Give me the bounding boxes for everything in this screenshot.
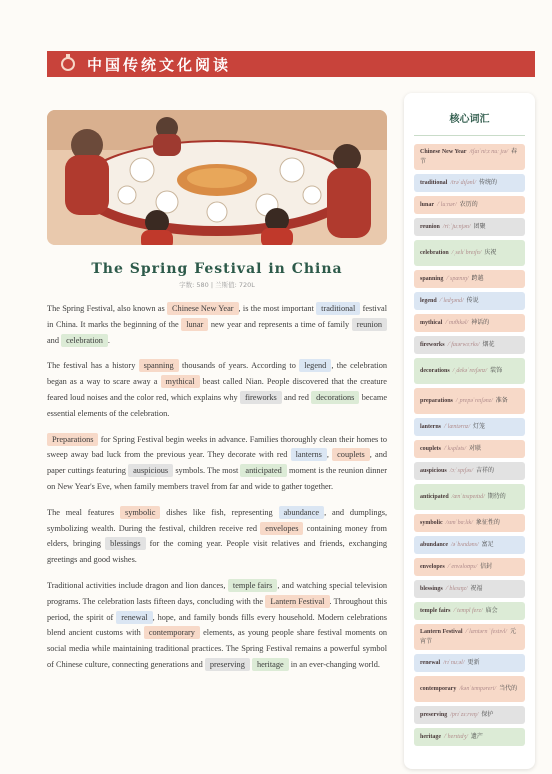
vocab-item[interactable] xyxy=(414,358,525,384)
vocab-word: fireworks xyxy=(420,342,445,348)
vocab-phonetic: /ɔːˈspɪʃəs/ xyxy=(449,468,474,474)
keyword[interactable]: Chinese New Year xyxy=(167,302,239,315)
vocab-phonetic: /trəˈdɪʃənl/ xyxy=(450,180,477,186)
keyword[interactable]: preserving xyxy=(205,658,250,671)
vocab-item[interactable] xyxy=(414,174,525,192)
keyword[interactable]: temple fairs xyxy=(228,579,277,592)
keyword[interactable]: anticipated xyxy=(240,464,286,477)
vocab-phonetic: /ˈtempl ferz/ xyxy=(453,608,483,614)
vocab-word: Lantern Festival xyxy=(420,629,463,635)
vocab-meaning: 期待的 xyxy=(487,494,506,500)
vocab-phonetic: /ˈlæntərn ˈfestɪvl/ xyxy=(465,629,507,635)
vocab-item[interactable] xyxy=(414,440,525,458)
vocab-meaning: 对联 xyxy=(469,446,482,452)
vocab-meaning: 祝福 xyxy=(470,586,483,592)
vocab-phonetic: /ˈledʒənd/ xyxy=(439,298,464,304)
paragraph-2: The festival has a history spanning thousands of years. According to legend , the celebration began as a way to scare away a mythical beast called Nian. People discovered that the creature feared loud noises and the color red, which explains why fireworks and red decorations became essential elements of the celebration. xyxy=(47,361,388,418)
vocab-word: lunar xyxy=(420,202,435,208)
keyword[interactable]: decorations xyxy=(311,391,359,404)
vocab-phonetic: /prɪˈzɜːrvɪŋ/ xyxy=(450,712,479,718)
paragraph-1: The Spring Festival, also known as Chinese New Year , is the most important traditional festival in China. It marks the beginning of the lunar new year and represents a time of family reunion and celebration . xyxy=(47,304,387,345)
vocab-meaning: 信封 xyxy=(480,564,493,570)
vocab-word: auspicious xyxy=(420,468,447,474)
keyword[interactable]: lunar xyxy=(181,318,208,331)
vocab-word: blessings xyxy=(420,586,443,592)
vocab-phonetic: /kənˈtempəreri/ xyxy=(459,686,497,692)
header-bar xyxy=(47,51,535,77)
vocab-phonetic: /ˈkʌpləts/ xyxy=(444,446,466,452)
vocab-item[interactable] xyxy=(414,336,525,354)
vocab-phonetic: /ˈluːnər/ xyxy=(437,202,457,208)
page-title: 中国传统文化阅读 xyxy=(87,55,232,74)
vocab-item[interactable] xyxy=(414,580,525,598)
vocab-meaning: 保护 xyxy=(481,712,494,718)
vocab-phonetic: /ˈspænɪŋ/ xyxy=(446,276,469,282)
vocab-phonetic: /ˈfaɪərwɜːrks/ xyxy=(447,342,480,348)
vocab-word: renewal xyxy=(420,660,441,666)
vocab-word: legend xyxy=(420,298,437,304)
vocab-phonetic: /ˌdekəˈreɪʃənz/ xyxy=(452,368,488,374)
vocab-meaning: 神话的 xyxy=(471,320,490,326)
vocab-phonetic: /ˌprepəˈreɪʃənz/ xyxy=(455,398,493,404)
keyword[interactable]: blessings xyxy=(105,537,145,550)
vocabulary-sidebar xyxy=(404,93,535,769)
vocab-word: preserving xyxy=(420,712,448,718)
vocab-item[interactable] xyxy=(414,388,525,414)
vocab-meaning: 农历的 xyxy=(459,202,478,208)
keyword[interactable]: mythical xyxy=(161,375,200,388)
vocab-word: contemporary xyxy=(420,686,457,692)
vocab-meaning: 遗产 xyxy=(470,734,483,740)
vocab-meaning: 装饰 xyxy=(490,368,503,374)
vocab-phonetic: /ˈenvəloʊps/ xyxy=(447,564,478,570)
sidebar-title: 核心词汇 xyxy=(414,110,525,136)
vocab-phonetic: /əˈbʌndəns/ xyxy=(451,542,479,548)
vocab-word: lanterns xyxy=(420,424,441,430)
keyword[interactable]: auspicious xyxy=(128,464,173,477)
vocab-phonetic: /ænˈtɪsɪpeɪtɪd/ xyxy=(451,494,485,500)
vocab-item[interactable] xyxy=(414,292,525,310)
vocab-item[interactable] xyxy=(414,728,525,746)
vocab-word: heritage xyxy=(420,734,441,740)
vocab-item[interactable] xyxy=(414,462,525,480)
vocab-meaning: 烟花 xyxy=(482,342,495,348)
vocab-word: decorations xyxy=(420,368,450,374)
keyword[interactable]: heritage xyxy=(252,658,289,671)
vocab-meaning: 更新 xyxy=(467,660,480,666)
keyword[interactable]: celebration xyxy=(61,334,108,347)
vocab-meaning: 春节 xyxy=(420,149,518,165)
vocab-meaning: 当代的 xyxy=(499,686,518,692)
vocab-meaning: 元宵节 xyxy=(420,629,516,645)
article-meta: 字数: 580 | 兰斯值: 720L xyxy=(179,281,255,289)
vocab-meaning: 象征性的 xyxy=(475,520,500,526)
vocab-word: reunion xyxy=(420,224,440,230)
vocab-meaning: 准备 xyxy=(495,398,508,404)
lantern-icon xyxy=(61,57,75,71)
vocab-phonetic: /ˌselɪˈbreɪʃn/ xyxy=(451,250,482,256)
vocab-item[interactable] xyxy=(414,706,525,724)
keyword[interactable]: reunion xyxy=(352,318,387,331)
vocab-item[interactable] xyxy=(414,602,525,620)
vocab-word: spanning xyxy=(420,276,444,282)
keyword[interactable]: envelopes xyxy=(260,522,303,535)
vocab-meaning: 跨越 xyxy=(471,276,484,282)
vocab-item[interactable] xyxy=(414,624,525,650)
vocabulary-list xyxy=(414,144,525,746)
vocab-phonetic: /rɪˈnuːəl/ xyxy=(443,660,465,666)
vocab-item[interactable] xyxy=(414,654,525,672)
vocab-phonetic: /sɪmˈbɑːlɪk/ xyxy=(445,520,473,526)
vocab-word: mythical xyxy=(420,320,443,326)
paragraph-4: The meal features symbolic dishes like fish, representing abundance , and dumplings, symbolizing wealth. During the festival, children receive red envelopes containing money from elders, bringing blessings for the coming year. People visit relatives and friends, exchanging greetings and good wishes. xyxy=(47,507,388,565)
vocab-meaning: 庙会 xyxy=(485,608,498,614)
vocab-item[interactable] xyxy=(414,418,525,436)
vocab-item[interactable] xyxy=(414,536,525,554)
vocab-phonetic: /riːˈjuːnjən/ xyxy=(442,224,471,230)
vocab-item[interactable] xyxy=(414,558,525,576)
keyword[interactable]: Lantern Festival xyxy=(265,595,329,608)
vocab-word: abundance xyxy=(420,542,449,548)
article xyxy=(47,110,387,683)
keyword[interactable]: contemporary xyxy=(144,626,200,639)
keyword[interactable]: renewal xyxy=(116,611,152,624)
vocab-word: Chinese New Year xyxy=(420,149,467,155)
vocab-item[interactable] xyxy=(414,270,525,288)
vocab-meaning: 团聚 xyxy=(473,224,486,230)
vocab-meaning: 庆祝 xyxy=(484,250,497,256)
vocab-item[interactable] xyxy=(414,676,525,702)
vocab-word: symbolic xyxy=(420,520,443,526)
vocab-item[interactable] xyxy=(414,196,525,214)
vocab-item[interactable] xyxy=(414,314,525,332)
paragraph-3: Preparations for Spring Festival begin weeks in advance. Families thoroughly clean their homes to sweep away bad luck from the previous year. They decorate with red lanterns , couplets , and paper cuttings featuring auspicious symbols. The most anticipated moment is the reunion dinner on New Year's Eve, when family members travel from far and wide to gather together. xyxy=(47,434,387,491)
keyword[interactable]: couplets xyxy=(332,448,370,461)
hero-image xyxy=(47,110,387,245)
keyword[interactable]: spanning xyxy=(139,359,179,372)
keyword[interactable]: lanterns xyxy=(291,448,327,461)
vocab-word: temple fairs xyxy=(420,608,451,614)
vocab-meaning: 富足 xyxy=(481,542,494,548)
keyword[interactable]: abundance xyxy=(279,506,324,519)
vocab-item[interactable] xyxy=(414,144,525,170)
vocab-phonetic: /ˈblesɪŋz/ xyxy=(445,586,468,592)
vocab-item[interactable] xyxy=(414,240,525,266)
vocab-meaning: 吉祥的 xyxy=(476,468,495,474)
keyword[interactable]: fireworks xyxy=(240,391,282,404)
vocab-word: celebration xyxy=(420,250,449,256)
paragraph-5: Traditional activities include dragon and lion dances, temple fairs , and watching special television programs. The celebration lasts fifteen days, concluding with the Lantern Festival . Throughout this period, the spirit of renewal , hope, and family bonds fills every household. Modern celebrations blend ancient customs with contemporary elements, as young people share festival moments on social media while maintaining traditional practices. The Spring Festival remains a powerful symbol of Chinese culture, connecting generations and preserving heritage in an ever-changing world. xyxy=(47,580,388,669)
vocab-phonetic: /ˈlæntərnz/ xyxy=(444,424,471,430)
vocab-phonetic: /ˈmɪθɪkəl/ xyxy=(445,320,469,326)
vocab-word: couplets xyxy=(420,446,441,452)
vocab-meaning: 灯笼 xyxy=(473,424,486,430)
vocab-meaning: 传说 xyxy=(466,298,479,304)
vocab-word: preparations xyxy=(420,398,453,404)
keyword[interactable]: traditional xyxy=(316,302,360,315)
vocab-meaning: 传统的 xyxy=(479,180,498,186)
keyword[interactable]: symbolic xyxy=(120,506,160,519)
vocab-word: anticipated xyxy=(420,494,449,500)
vocab-phonetic: /ˈherɪtɪdʒ/ xyxy=(444,734,468,740)
keyword[interactable]: legend xyxy=(299,359,331,372)
vocab-word: envelopes xyxy=(420,564,445,570)
reunion-dinner-illustration xyxy=(47,110,387,245)
vocab-item[interactable] xyxy=(414,514,525,532)
vocab-word: traditional xyxy=(420,180,448,186)
keyword[interactable]: Preparations xyxy=(47,433,98,446)
vocab-phonetic: /tʃaɪˈniːz nuː jɪə/ xyxy=(469,149,509,155)
article-title: The Spring Festival in China xyxy=(91,261,343,277)
vocab-item[interactable] xyxy=(414,484,525,510)
vocab-item[interactable] xyxy=(414,218,525,236)
